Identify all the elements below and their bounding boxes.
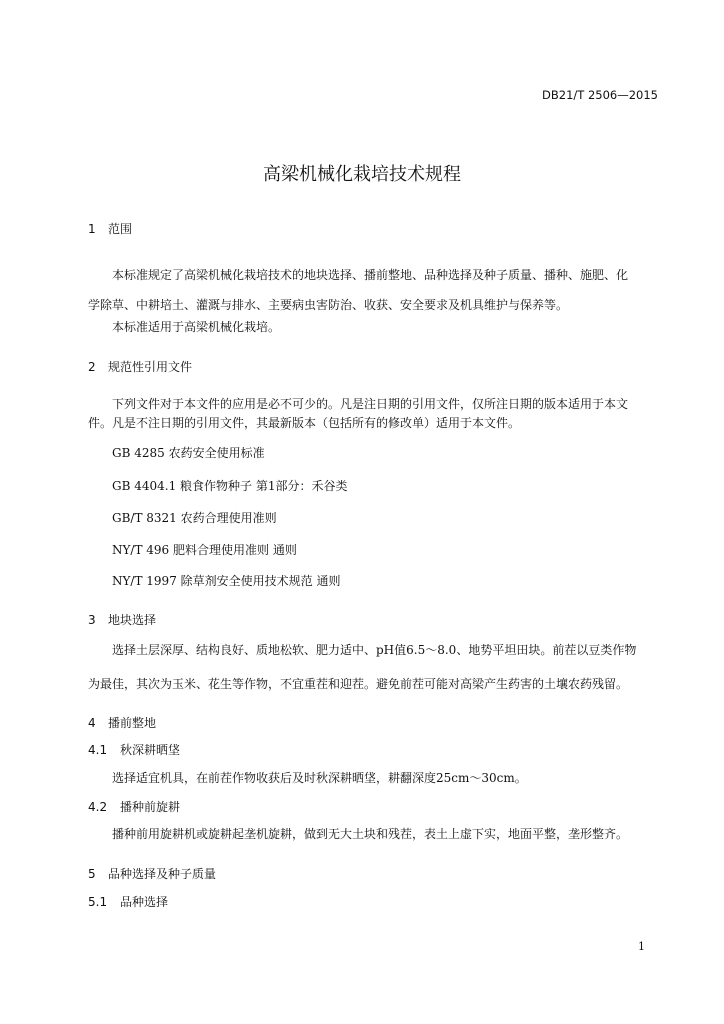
paragraph-line: 选择适宜机具，在前茬作物收获后及时秋深耕晒垡，耕翻深度25cm～30cm。 bbox=[112, 771, 527, 785]
subsection-number: 4.1 bbox=[88, 743, 108, 757]
subsection-heading-5-1 bbox=[88, 893, 168, 910]
reference-item: NY/T 1997 除草剂安全使用技术规范 通则 bbox=[112, 574, 341, 588]
section-title: 地块选择 bbox=[108, 613, 157, 627]
section-heading-3 bbox=[88, 611, 156, 628]
paragraph-line: 下列文件对于本文件的应用是必不可少的。凡是注日期的引用文件，仅所注日期的版本适用于本文 bbox=[112, 397, 629, 411]
section-title: 品种选择及种子质量 bbox=[108, 867, 217, 881]
standard-number: DB21/T 2506—2015 bbox=[542, 88, 658, 102]
subsection-title: 品种选择 bbox=[120, 895, 169, 909]
section-number: 3 bbox=[88, 613, 96, 627]
subsection-title: 秋深耕晒垡 bbox=[120, 743, 181, 757]
section-number: 5 bbox=[88, 867, 96, 881]
reference-item: GB 4404.1 粮食作物种子 第1部分：禾谷类 bbox=[112, 479, 348, 493]
section-heading-1 bbox=[88, 220, 132, 237]
section-title: 范围 bbox=[108, 222, 133, 236]
paragraph-line: 学除草、中耕培土、灌溉与排水、主要病虫害防治、收获、安全要求及机具维护与保养等。 bbox=[88, 298, 569, 312]
section-heading-2 bbox=[88, 358, 192, 375]
page-number: 1 bbox=[638, 940, 645, 953]
subsection-title: 播种前旋耕 bbox=[120, 800, 181, 814]
section-number: 2 bbox=[88, 360, 96, 374]
paragraph-line: 本标准规定了高梁机械化栽培技术的地块选择、播前整地、品种选择及种子质量、播种、施肥、化 bbox=[112, 268, 629, 282]
section-title: 播前整地 bbox=[108, 716, 157, 730]
section-number: 4 bbox=[88, 716, 96, 730]
document-title: 高梁机械化栽培技术规程 bbox=[263, 164, 461, 185]
paragraph-line: 本标准适用于高梁机械化栽培。 bbox=[112, 320, 281, 334]
section-title: 规范性引用文件 bbox=[108, 360, 193, 374]
reference-item: GB 4285 农药安全使用标准 bbox=[112, 446, 265, 460]
subsection-number: 4.2 bbox=[88, 800, 108, 814]
subsection-number: 5.1 bbox=[88, 895, 108, 909]
subsection-heading-4-1 bbox=[88, 741, 180, 758]
paragraph-line: 件。凡是不注日期的引用文件，其最新版本（包括所有的修改单）适用于本文件。 bbox=[88, 416, 521, 430]
subsection-heading-4-2 bbox=[88, 798, 180, 815]
paragraph-line: 播种前用旋耕机或旋耕起垄机旋耕，做到无大土块和残茬，表土上虚下实，地面平整，垄形整齐。 bbox=[112, 827, 629, 841]
paragraph-line: 选择土层深厚、结构良好、质地松软、肥力适中、pH值6.5～8.0、地势平坦田块。前茬以豆类作物 bbox=[112, 643, 637, 657]
section-heading-4 bbox=[88, 714, 156, 731]
reference-item: NY/T 496 肥料合理使用准则 通则 bbox=[112, 543, 297, 557]
section-heading-5 bbox=[88, 865, 216, 882]
section-number: 1 bbox=[88, 222, 96, 236]
reference-item: GB/T 8321 农药合理使用准则 bbox=[112, 511, 277, 525]
paragraph-line: 为最佳，其次为玉米、花生等作物，不宜重茬和迎茬。避免前茬可能对高梁产生药害的土壤农药残留。 bbox=[88, 677, 629, 691]
